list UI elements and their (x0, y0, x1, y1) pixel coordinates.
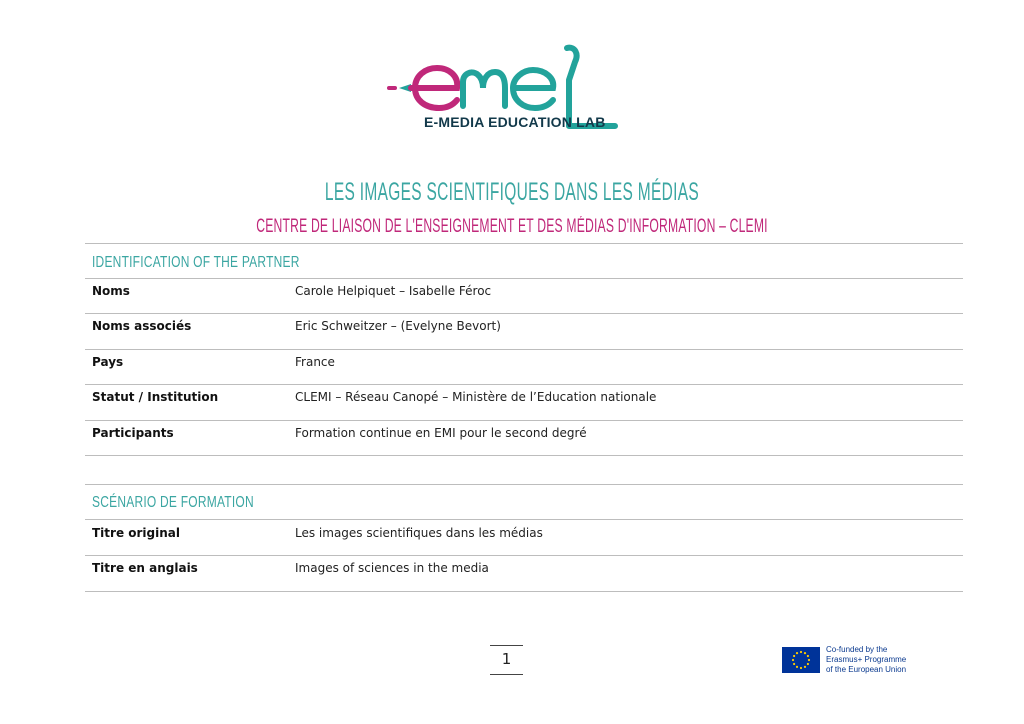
divider (85, 313, 963, 314)
divider (85, 555, 963, 556)
label-participants: Participants (92, 426, 174, 440)
eu-cofunding-text (826, 645, 906, 675)
document-subtitle: CENTRE DE LIAISON DE L'ENSEIGNEMENT ET DES MÉDIAS D'INFORMATION – CLEMI (256, 216, 768, 237)
divider (85, 420, 963, 421)
label-pays: Pays (92, 355, 124, 369)
page-number: 1 (501, 650, 512, 668)
label-statut: Statut / Institution (92, 390, 219, 404)
label-noms-associes: Noms associés (92, 319, 192, 333)
divider (85, 243, 963, 244)
value-pays: France (295, 355, 335, 369)
divider (85, 349, 963, 350)
divider (85, 384, 963, 385)
divider (85, 278, 963, 279)
eu-text-line: Co-funded by the (826, 645, 888, 654)
divider (85, 484, 963, 485)
eu-text-line: of the European Union (826, 665, 907, 674)
value-titre-original: Les images scientifiques dans les médias (295, 526, 543, 540)
eu-flag-icon (782, 647, 820, 673)
logo-subtitle: E-MEDIA EDUCATION LAB (424, 114, 606, 130)
value-participants: Formation continue en EMI pour le second degré (295, 426, 587, 440)
divider (85, 519, 963, 520)
page-number-box (490, 645, 523, 675)
value-noms-associes: Eric Schweitzer – (Evelyne Bevort) (295, 319, 501, 333)
label-noms: Noms (92, 284, 130, 298)
document-title: LES IMAGES SCIENTIFIQUES DANS LES MÉDIAS (324, 178, 700, 206)
value-statut: CLEMI – Réseau Canopé – Ministère de l’Education nationale (295, 390, 657, 404)
value-titre-anglais: Images of sciences in the media (295, 561, 489, 575)
label-titre-anglais: Titre en anglais (92, 561, 198, 575)
section-title-scenario: SCÉNARIO DE FORMATION (92, 494, 254, 511)
label-titre-original: Titre original (92, 526, 181, 540)
eu-text-line: Erasmus+ Programme (826, 655, 907, 664)
section-title-partner: IDENTIFICATION OF THE PARTNER (92, 254, 300, 271)
divider (85, 591, 963, 592)
value-noms: Carole Helpiquet – Isabelle Féroc (295, 284, 492, 298)
divider (85, 455, 963, 456)
